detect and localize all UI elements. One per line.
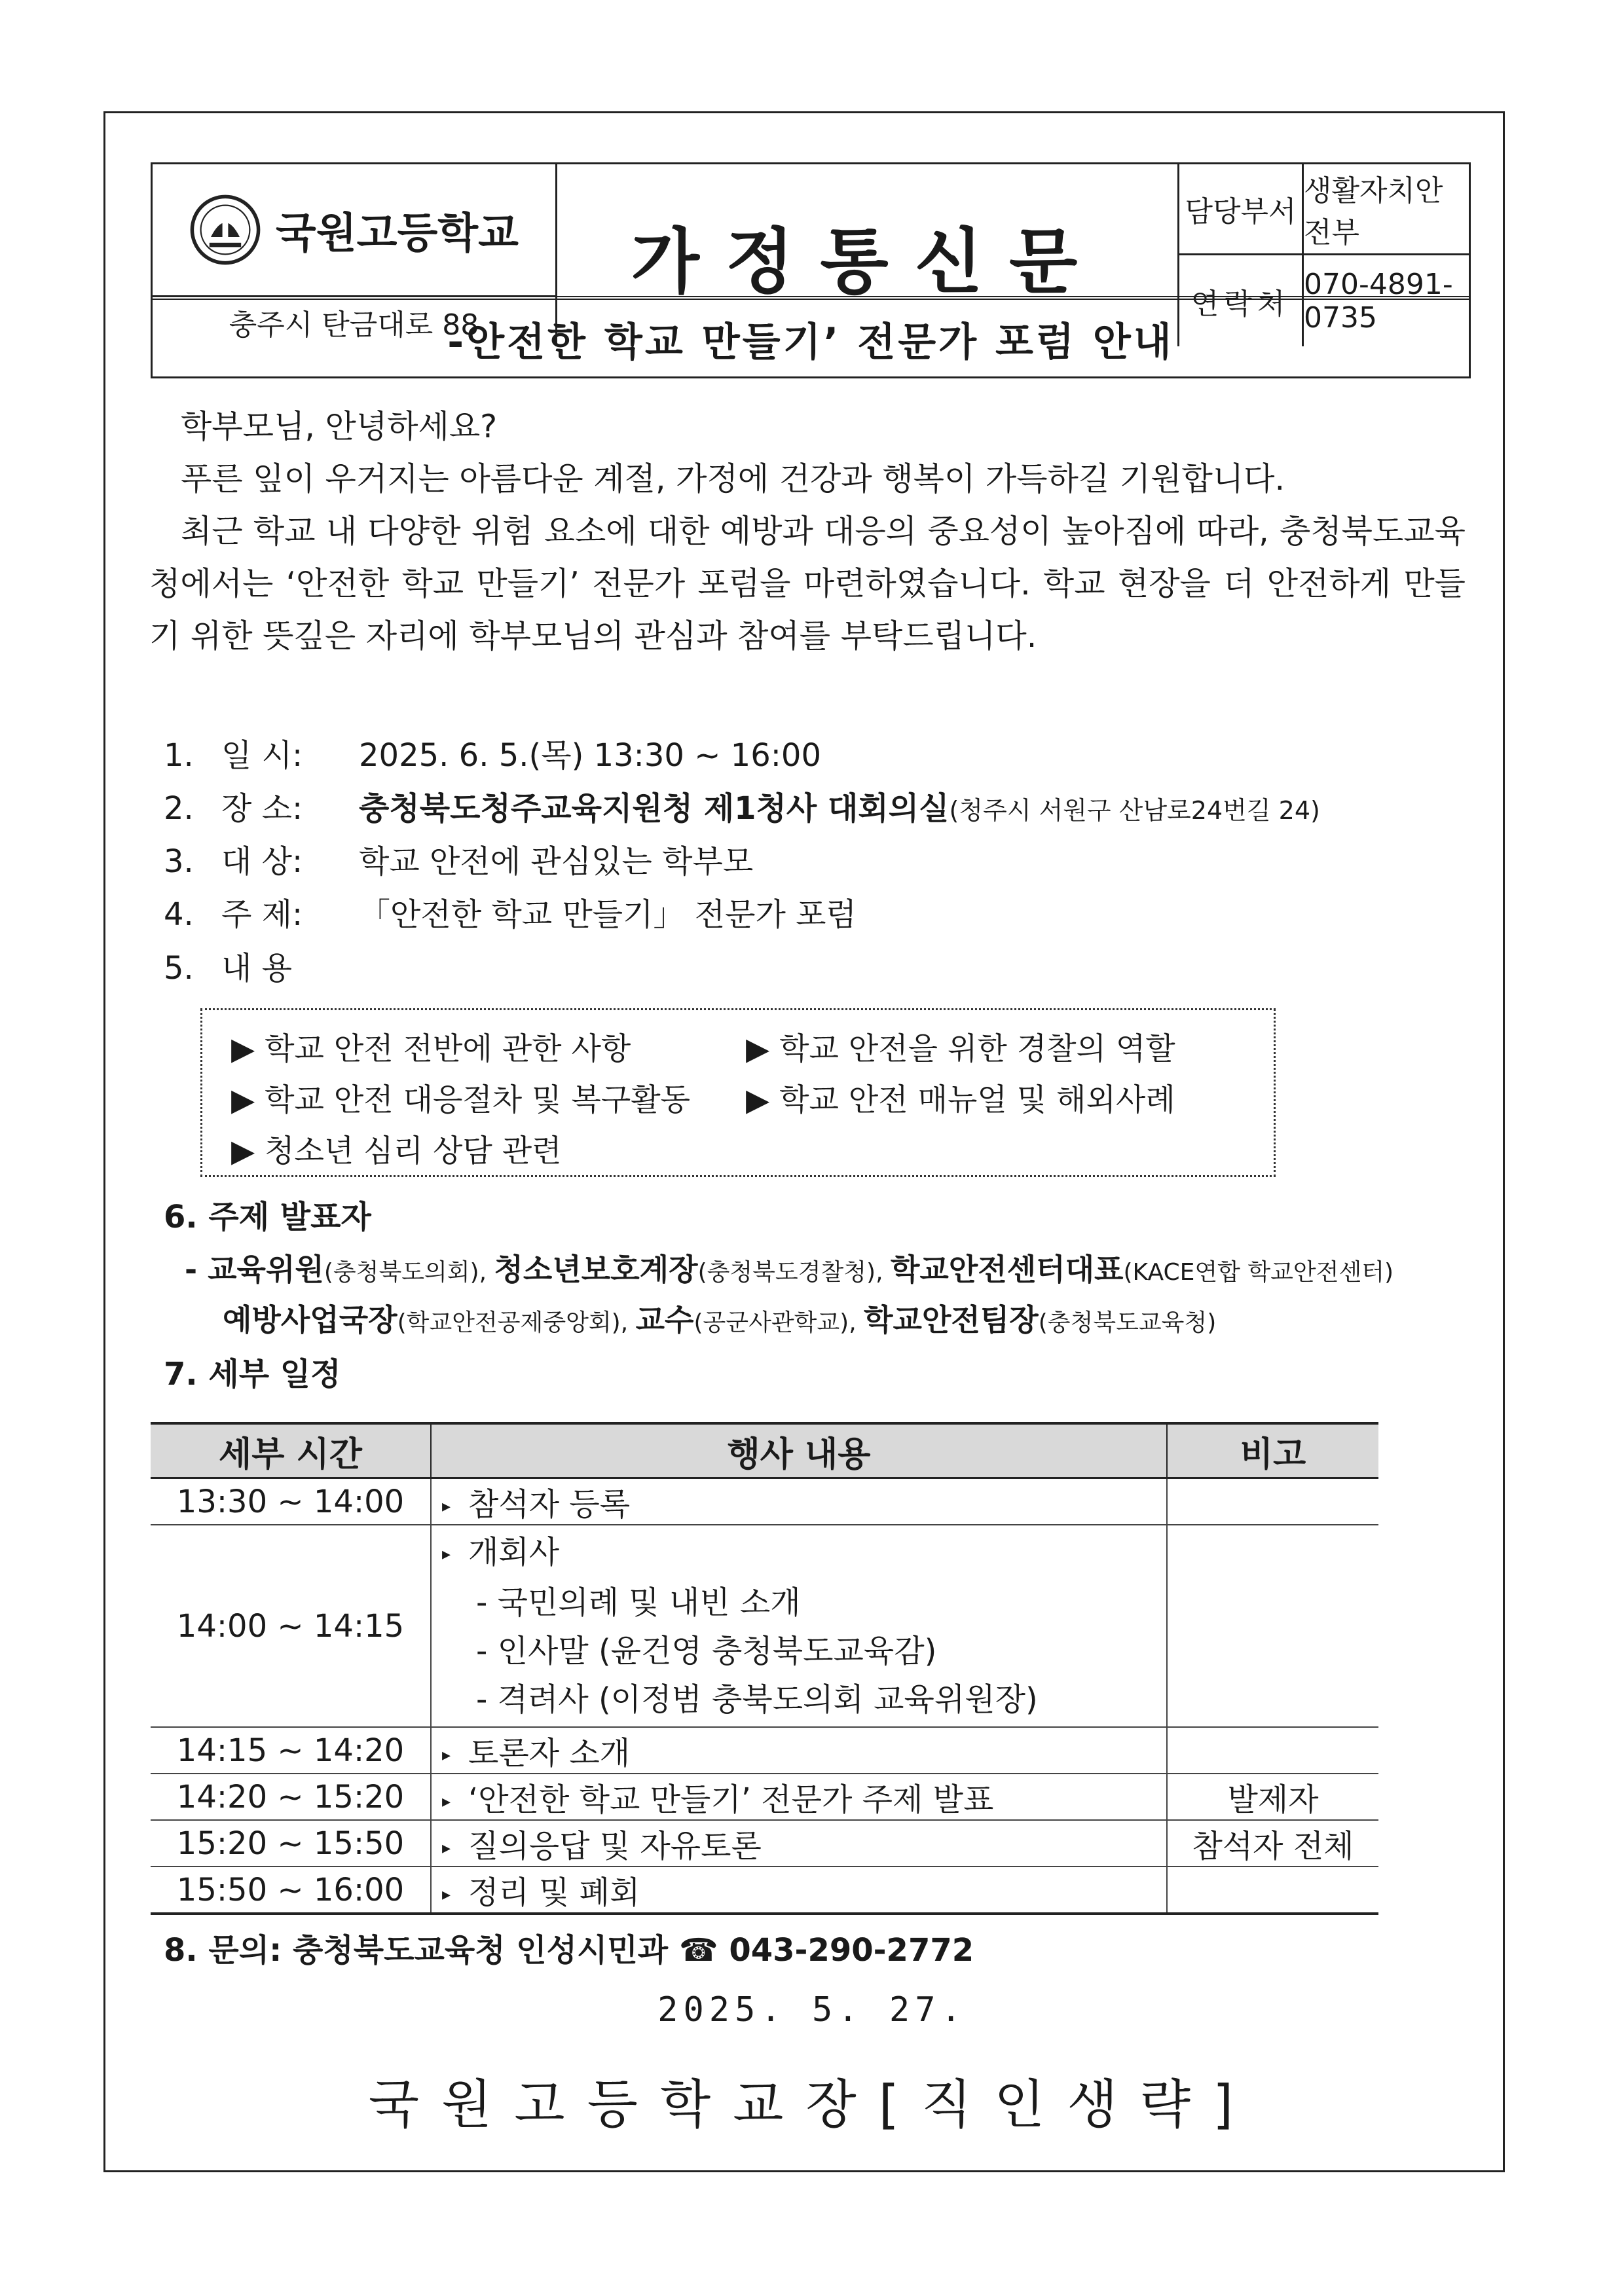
table-row: 14:20 ~ 15:20 ▸ ‘안전한 학교 만들기’ 전문가 주제 발표 발제자 bbox=[151, 1774, 1378, 1820]
intro-line-2: 최근 학교 내 다양한 위험 요소에 대한 예방과 대응의 중요성이 높아짐에 따라, 충청북도교육청에서는 ‘안전한 학교 만들기’ 전문가 포럼을 마련하였습니다. 학교 현장을 더 안전하게 만들기 위한 뜻깊은 자리에 학부모님의 관심과 참여를 부탁드립니다. bbox=[149, 513, 1466, 655]
col-time: 세부 시간 bbox=[151, 1423, 431, 1478]
speakers-line-1: - 교육위원(충청북도의회), 청소년보호계장(충청북도경찰청), 학교안전센터대표(KACE연합 학교안전센터) bbox=[185, 1252, 1394, 1287]
issue-date: 2025. 5. 27. bbox=[657, 1990, 967, 2030]
school-address: 충주시 탄금대로 88 bbox=[153, 295, 557, 346]
col-content: 행사 내용 bbox=[431, 1423, 1167, 1478]
document-title: 가정통신문 bbox=[557, 164, 1179, 346]
dept-value: 생활자치안전부 bbox=[1304, 164, 1469, 255]
schedule-heading: 7. 세부 일정 bbox=[164, 1356, 341, 1393]
school-emblem-icon bbox=[189, 194, 261, 266]
table-row: 13:30 ~ 14:00 ▸ 참석자 등록 bbox=[151, 1478, 1378, 1525]
contact-value: 070-4891-0735 bbox=[1304, 267, 1453, 335]
bullet-icon: ▸ bbox=[442, 1838, 451, 1858]
content-item: ▶ 청소년 심리 상담 관련 bbox=[231, 1133, 562, 1169]
speakers-line-2: 예방사업국장(학교안전공제중앙회), 교수(공군사관학교), 학교안전팀장(충청북도교육청) bbox=[223, 1302, 1217, 1338]
item-place: 2. 장 소: 충청북도청주교육지원청 제1청사 대회의실(청주시 서원구 산남로24번길 24) bbox=[164, 790, 1320, 827]
table-row: 14:00 ~ 14:15 ▸ 개회사 - 국민의례 및 내빈 소개 - 인사말 (윤건영 충청북도교육감) - 격려사 (이정범 충북도의회 교육위원장) bbox=[151, 1525, 1378, 1727]
intro-line-1: 푸른 잎이 우거지는 아름다운 계절, 가정에 건강과 행복이 가득하길 기원합니다. bbox=[181, 460, 1285, 498]
notice-subtitle: -안전한 학교 만들기’ 전문가 포럼 안내 bbox=[151, 296, 1471, 378]
table-row: 15:20 ~ 15:50 ▸ 질의응답 및 자유토론 참석자 전체 bbox=[151, 1820, 1378, 1867]
inquiry-contact: 8. 문의: 충청북도교육청 인성시민과 ☎ 043-290-2772 bbox=[164, 1932, 974, 1969]
contact-label: 연락처 bbox=[1179, 255, 1304, 346]
contents-box bbox=[200, 1008, 1276, 1177]
content-item: ▶ 학교 안전 매뉴얼 및 해외사례 bbox=[746, 1082, 1175, 1118]
item-target: 3. 대 상: 학교 안전에 관심있는 학부모 bbox=[164, 843, 754, 880]
greeting: 학부모님, 안녕하세요? bbox=[181, 408, 498, 445]
schedule-table bbox=[151, 1422, 1378, 1915]
school-name: 국원고등학교 bbox=[276, 210, 519, 258]
intro-paragraph bbox=[149, 401, 1466, 663]
bullet-icon: ▸ bbox=[442, 1497, 451, 1516]
content-item: ▶ 학교 안전 전반에 관한 사항 bbox=[231, 1031, 631, 1067]
dept-label: 담당부서 bbox=[1179, 164, 1304, 255]
principal-signature: 국원고등학교장[직인생략] bbox=[368, 2074, 1256, 2135]
col-note: 비고 bbox=[1167, 1423, 1378, 1478]
content-item: ▶ 학교 안전을 위한 경찰의 역할 bbox=[746, 1031, 1175, 1067]
item-topic: 4. 주 제: 「안전한 학교 만들기」 전문가 포럼 bbox=[164, 896, 857, 933]
bullet-icon: ▸ bbox=[442, 1745, 451, 1765]
content-item: ▶ 학교 안전 대응절차 및 복구활동 bbox=[231, 1082, 691, 1118]
item-date: 1. 일 시: 2025. 6. 5.(목) 13:30 ~ 16:00 bbox=[164, 737, 821, 774]
speakers-heading: 6. 주제 발표자 bbox=[164, 1199, 371, 1235]
bullet-icon: ▸ bbox=[442, 1544, 451, 1564]
school-name-cell bbox=[153, 164, 557, 295]
table-row: 14:15 ~ 14:20 ▸ 토론자 소개 bbox=[151, 1727, 1378, 1774]
schedule-header-row bbox=[151, 1423, 1378, 1478]
table-row: 15:50 ~ 16:00 ▸ 정리 및 폐회 bbox=[151, 1867, 1378, 1914]
item-contents: 5. 내 용 bbox=[164, 950, 292, 987]
bullet-icon: ▸ bbox=[442, 1885, 451, 1904]
bullet-icon: ▸ bbox=[442, 1792, 451, 1812]
